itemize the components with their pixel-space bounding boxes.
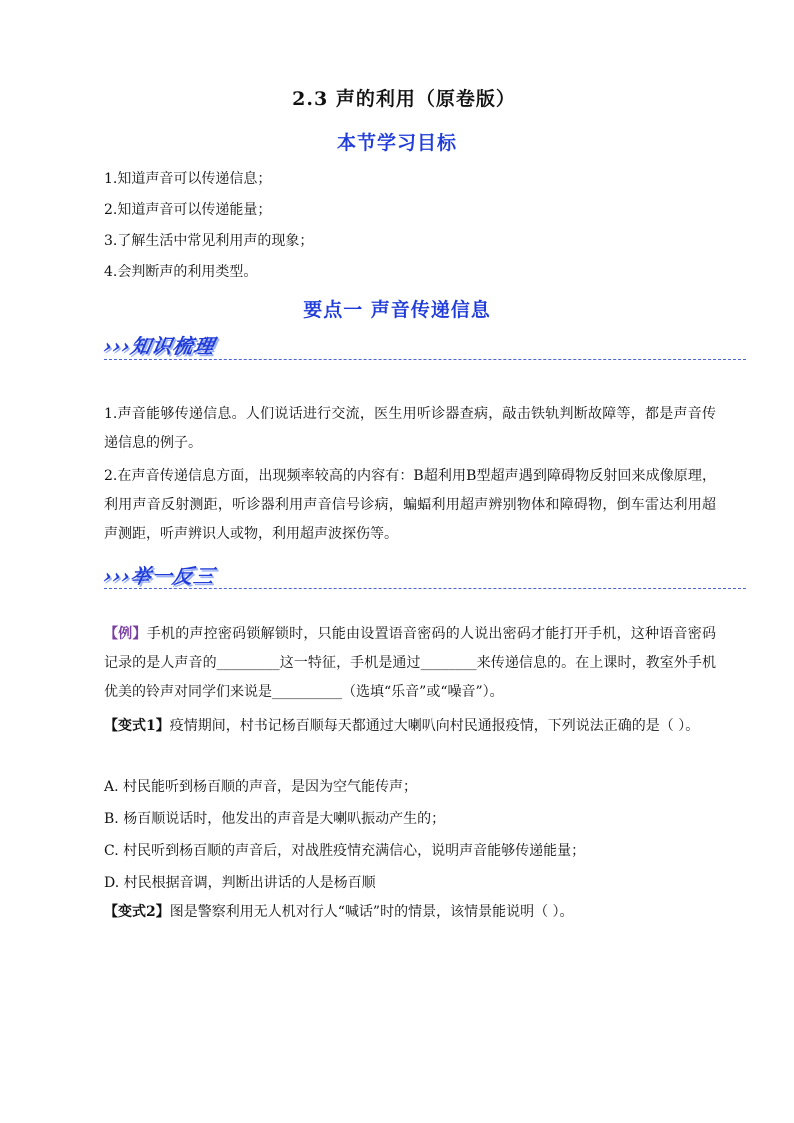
objective-item: 3.了解生活中常见利用声的现象；	[104, 233, 314, 249]
knowledge-banner: ›››知识梳理	[101, 334, 217, 358]
objectives-heading: 本节学习目标	[336, 132, 457, 154]
point-heading: 要点一 声音传递信息	[303, 299, 491, 321]
option-b: B. 杨百顺说话时，他发出的声音是大喇叭振动产生的；	[104, 811, 446, 827]
option-a: A. 村民能听到杨百顺的声音，是因为空气能传声；	[104, 779, 418, 795]
knowledge-paragraph: 1.声音能够传递信息。人们说话进行交流，医生用听诊器查病，敲击铁轨判断故障等，都是声音传递信息的例子。	[104, 406, 716, 451]
example-question	[104, 620, 716, 707]
variant-text: 疫情期间，村书记杨百顺每天都通过大喇叭向村民通报疫情，下列说法正确的是（ ）。	[169, 718, 700, 734]
practice-banner: ›››举一反三	[101, 564, 217, 588]
option-d: D. 村民根据音调，判断出讲话的人是杨百顺	[104, 875, 376, 891]
example-text: 手机的声控密码锁解锁时，只能由设置语音密码的人说出密码才能打开手机，这种语音密码记录的是人声音的_________这一特征，手机是通过________来传递信息的。在上课时，教室外手机优美的铃声对同学们来说是__________（选填“乐音”或“噪音”）。	[104, 626, 717, 700]
example-tag: 【例】	[104, 626, 147, 642]
variant-tag: 【变式2】	[104, 904, 170, 920]
objective-item: 1.知道声音可以传递信息；	[104, 171, 272, 187]
objective-item: 4.会判断声的利用类型。	[104, 264, 258, 280]
section-divider	[104, 588, 746, 589]
variant-tag: 【变式1】	[104, 718, 170, 734]
section-divider	[104, 359, 746, 360]
variant-question-1	[104, 712, 716, 741]
variant-question-2	[104, 898, 716, 927]
document-title: 2.3 声的利用（原卷版）	[292, 88, 516, 110]
option-c: C. 村民听到杨百顺的声音后，对战胜疫情充满信心，说明声音能够传递能量；	[104, 843, 586, 859]
objective-item: 2.知道声音可以传递能量；	[104, 202, 272, 218]
variant-text: 图是警察利用无人机对行人“喊话”时的情景，该情景能说明（ ）。	[169, 904, 574, 920]
knowledge-paragraph: 2.在声音传递信息方面，出现频率较高的内容有：B超利用B型超声遇到障碍物反射回来成像原理，利用声音反射测距，听诊器利用声音信号诊病，蝙蝠利用超声辨别物体和障碍物，倒车雷达利用超声测距，听声辨识人或物，利用超声波探伤等。	[104, 468, 716, 542]
